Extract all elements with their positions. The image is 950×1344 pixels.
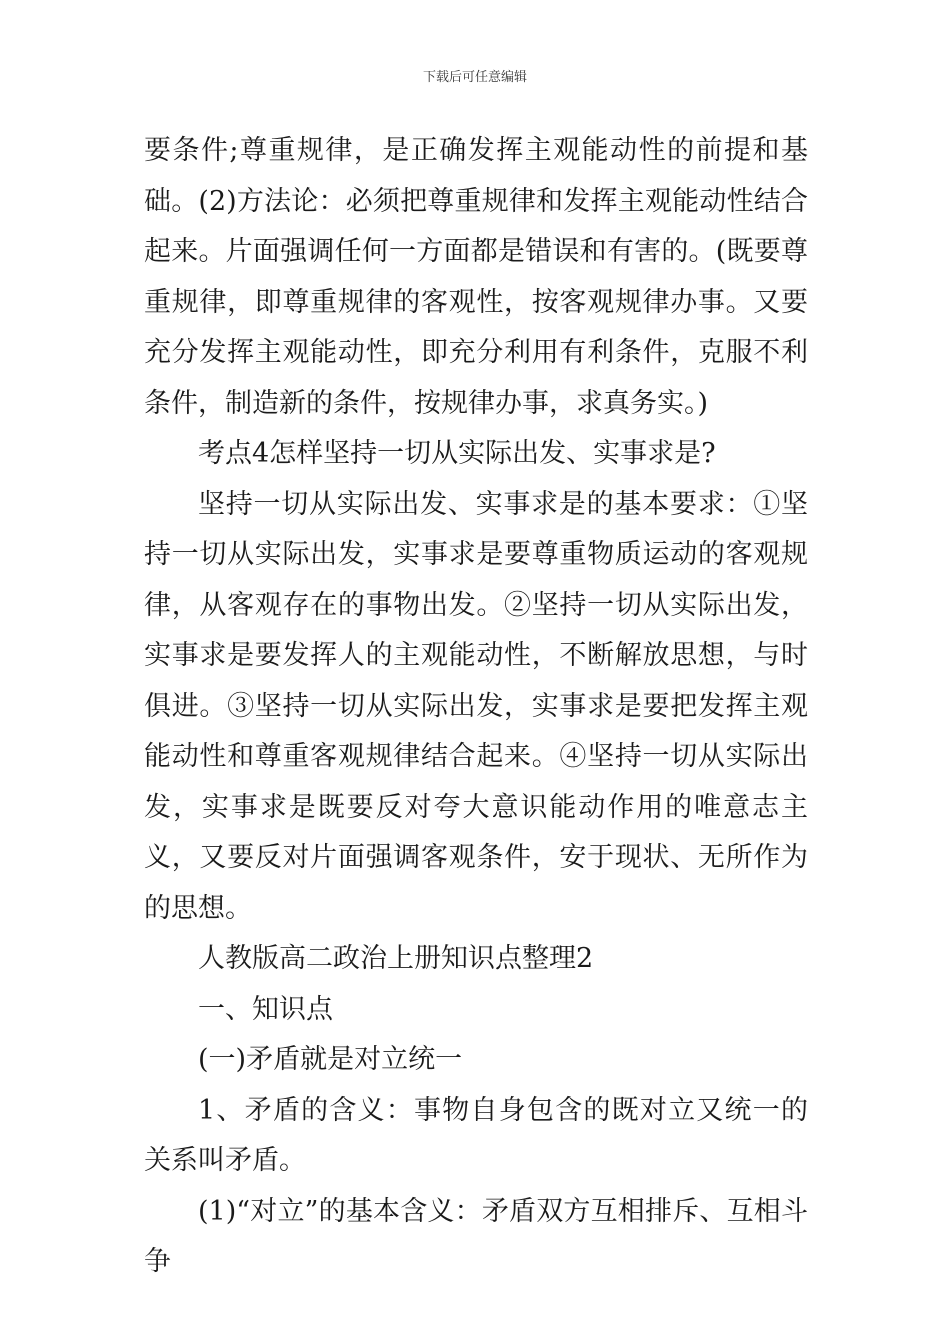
paragraph-law-and-initiative: 要条件;尊重规律，是正确发挥主观能动性的前提和基础。(2)方法论：必须把尊重规律和发挥主观能动性结合起来。片面强调任何一方面都是错误和有害的。(既要尊重规律，即尊重规律的客观性，按客观规律办事。又要充分发挥主观能动性，即充分利用有利条件，克服不利条件，制造新的条件，按规律办事，求真务实。) [144,135,808,419]
paragraph-knowledge-points: 一、知识点 [198,993,333,1025]
paragraph-point-4-requirements: 坚持一切从实际出发、实事求是的基本要求：①坚持一切从实际出发，实事求是要尊重物质运动的客观规律，从客观存在的事物出发。②坚持一切从实际出发，实事求是要发挥人的主观能动性，不断解放思想，与时俱进。③坚持一切从实际出发，实事求是要把发挥主观能动性和尊重客观规律结合起来。④坚持一切从实际出发，实事求是既要反对夸大意识能动作用的唯意志主义，又要反对片面强调客观条件，安于现状、无所作为的思想。 [144,488,808,924]
paragraph-point-4-title: 考点4怎样坚持一切从实际出发、实事求是? [198,438,716,469]
paragraph-opposition-meaning: (1)“对立”的基本含义：矛盾双方互相排斥、互相斗争 [144,1195,808,1277]
document-body [144,126,808,1288]
paragraph-contradiction-definition: 1、矛盾的含义：事物自身包含的既对立又统一的关系叫矛盾。 [144,1094,808,1176]
page-header: 下载后可任意编辑 [422,70,527,85]
paragraph-section-title: 人教版高二政治上册知识点整理2 [198,943,594,974]
paragraph-contradiction-heading: (一)矛盾就是对立统一 [198,1044,463,1075]
